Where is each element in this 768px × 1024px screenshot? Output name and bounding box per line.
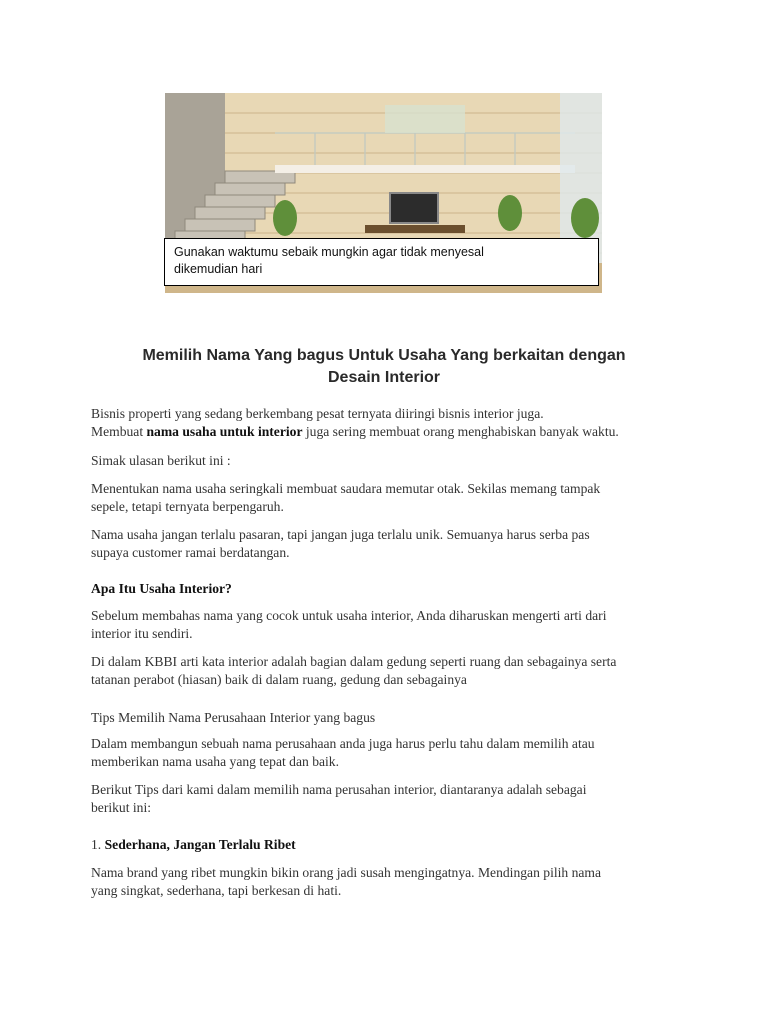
paragraph-line: tatanan perabot (hiasan) baik di dalam ruang, gedung dan sebagainya	[91, 672, 467, 687]
paragraph-nama-usaha	[91, 526, 691, 562]
paragraph-line	[91, 423, 691, 441]
paragraph-line: supaya customer ramai berdatangan.	[91, 545, 290, 560]
section-heading-apa-itu: Apa Itu Usaha Interior?	[91, 581, 232, 596]
list-item-title: Sederhana, Jangan Terlalu Ribet	[104, 837, 296, 852]
article-title	[100, 345, 668, 389]
text-span: Membuat	[91, 424, 147, 439]
paragraph-line: Bisnis properti yang sedang berkembang pesat ternyata diiringi bisnis interior juga.	[91, 406, 544, 421]
caption-line-1: Gunakan waktumu sebaik mungkin agar tidak menyesal	[174, 245, 484, 259]
paragraph-membangun	[91, 735, 691, 771]
bold-keyword: nama usaha untuk interior	[146, 424, 303, 439]
image-caption-box	[164, 238, 599, 286]
paragraph-kbbi	[91, 653, 691, 689]
paragraph-line: sepele, tetapi ternyata berpengaruh.	[91, 499, 284, 514]
paragraph-simak	[91, 452, 691, 470]
text-span: juga sering membuat orang menghabiskan banyak waktu.	[302, 424, 619, 439]
paragraph-line: interior itu sendiri.	[91, 626, 193, 641]
caption-line-2: dikemudian hari	[174, 262, 263, 276]
list-number: 1.	[91, 837, 105, 852]
paragraph-line: Menentukan nama usaha seringkali membuat saudara memutar otak. Sekilas memang tampak	[91, 481, 601, 496]
section-heading-tips: Tips Memilih Nama Perusahaan Interior yang bagus	[91, 710, 376, 725]
paragraph-line: Berikut Tips dari kami dalam memilih nama perusahan interior, diantaranya adalah sebagai	[91, 782, 587, 797]
paragraph-line: berikut ini:	[91, 800, 152, 815]
paragraph-line: Sebelum membahas nama yang cocok untuk usaha interior, Anda diharuskan mengerti arti dari	[91, 608, 607, 623]
paragraph-line: memberikan nama usaha yang tepat dan baik.	[91, 754, 339, 769]
paragraph-sebelum	[91, 607, 691, 643]
title-line-1: Memilih Nama Yang bagus Untuk Usaha Yang berkaitan dengan	[142, 347, 626, 364]
paragraph-intro	[91, 405, 691, 441]
paragraph-line: yang singkat, sederhana, tapi berkesan di hati.	[91, 883, 342, 898]
title-line-2: Desain Interior	[327, 369, 441, 386]
paragraph-line: Nama brand yang ribet mungkin bikin orang jadi susah mengingatnya. Mendingan pilih nama	[91, 865, 602, 880]
paragraph-line: Nama usaha jangan terlalu pasaran, tapi jangan juga terlalu unik. Semuanya harus serba pas	[91, 527, 590, 542]
paragraph-line: Simak ulasan berikut ini :	[91, 453, 231, 468]
paragraph-line: Dalam membangun sebuah nama perusahaan anda juga harus perlu tahu dalam memilih atau	[91, 736, 595, 751]
paragraph-menentukan	[91, 480, 691, 516]
paragraph-brand	[91, 864, 691, 900]
paragraph-line: Di dalam KBBI arti kata interior adalah bagian dalam gedung seperti ruang dan sebagainya serta	[91, 654, 617, 669]
paragraph-berikut	[91, 781, 691, 817]
list-item-1-heading	[91, 836, 691, 854]
